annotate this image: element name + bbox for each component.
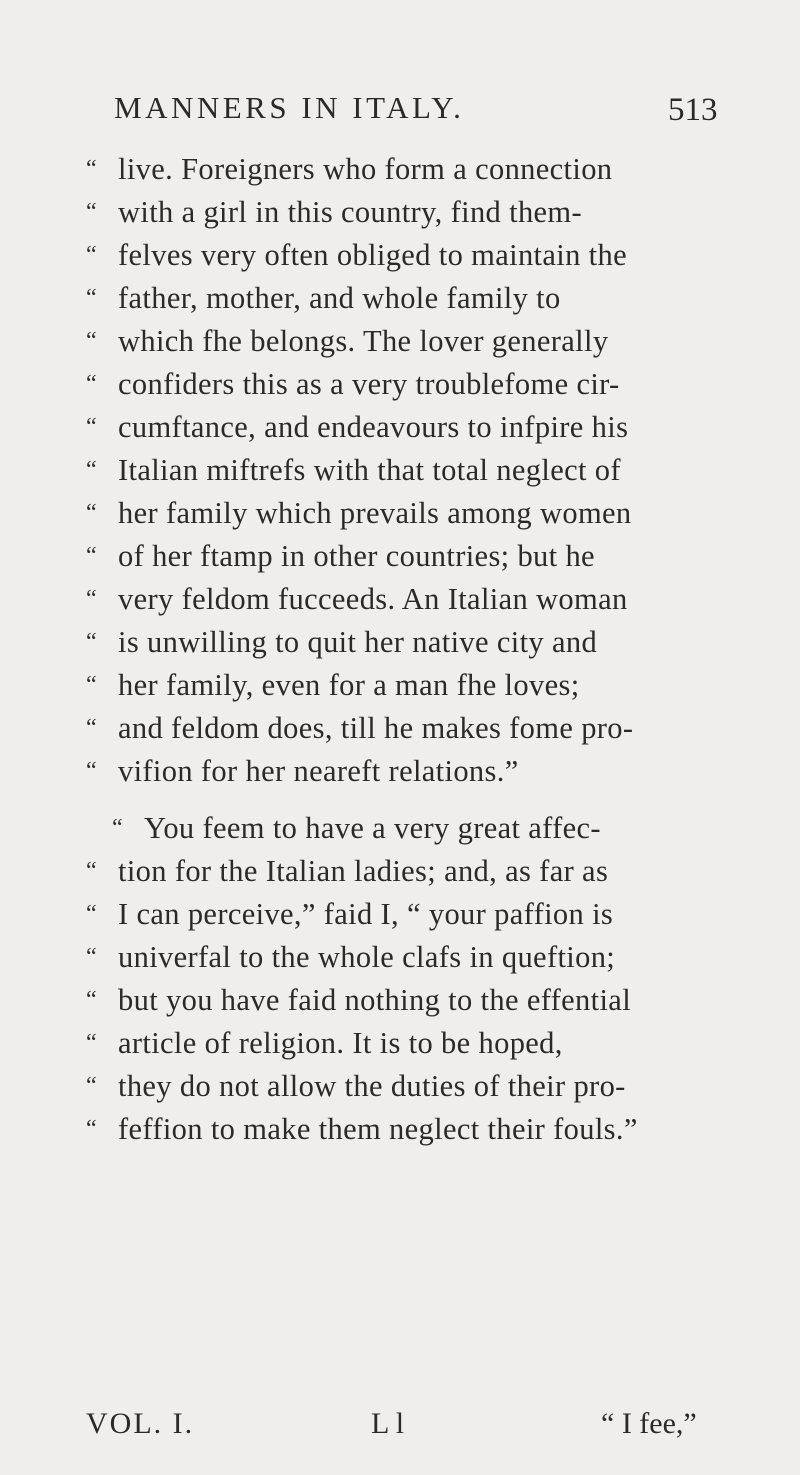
text-line: [86, 979, 726, 1022]
text-line: [86, 707, 726, 750]
quote-mark: “: [86, 901, 97, 927]
paragraph-gap: [86, 793, 726, 807]
paragraph: [86, 807, 726, 1151]
paragraph: [86, 148, 726, 793]
text-line: [86, 406, 726, 449]
quote-mark: “: [86, 328, 97, 354]
quote-mark: “: [86, 672, 97, 698]
signature-mark: L l: [371, 1407, 405, 1440]
quote-mark: “: [86, 586, 97, 612]
catchword: “ I fee,”: [601, 1407, 697, 1440]
line-text: live. Foreigners who form a connection: [118, 152, 613, 186]
quote-mark: “: [86, 715, 97, 741]
quote-mark: “: [86, 242, 97, 268]
quote-mark: “: [86, 1030, 97, 1056]
quote-mark: “: [86, 858, 97, 884]
text-line: [86, 148, 726, 191]
line-text: You feem to have a very great affec-: [144, 811, 601, 845]
line-text: of her ftamp in other countries; but he: [118, 539, 595, 573]
line-text: feffion to make them neglect their fouls.”: [118, 1112, 638, 1146]
quote-mark: “: [86, 543, 97, 569]
text-line: [86, 535, 726, 578]
line-text: with a girl in this country, find them-: [118, 195, 583, 229]
text-line: [86, 621, 726, 664]
text-line: [86, 578, 726, 621]
text-line: [86, 850, 726, 893]
quote-mark: “: [86, 500, 97, 526]
line-text: univerfal to the whole clafs in queftion;: [118, 940, 616, 974]
line-text: and feldom does, till he makes fome pro-: [118, 711, 634, 745]
text-line: [86, 936, 726, 979]
line-text: is unwilling to quit her native city and: [118, 625, 598, 659]
quote-mark: “: [86, 414, 97, 440]
quote-mark: “: [86, 1073, 97, 1099]
quote-mark: “: [86, 758, 97, 784]
page-footer: [86, 1407, 726, 1447]
line-text: very feldom fucceeds. An Italian woman: [118, 582, 628, 616]
line-text: her family, even for a man fhe loves;: [118, 668, 580, 702]
text-line: [86, 449, 726, 492]
quote-mark: “: [86, 457, 97, 483]
line-text: tion for the Italian ladies; and, as far as: [118, 854, 609, 888]
line-text: which fhe belongs. The lover generally: [118, 324, 609, 358]
page-header: [0, 86, 800, 136]
quote-mark: “: [86, 285, 97, 311]
quote-mark: “: [86, 944, 97, 970]
quote-mark: “: [86, 987, 97, 1013]
text-line: [86, 750, 726, 793]
text-line: [86, 664, 726, 707]
quote-mark: “: [86, 371, 97, 397]
quote-mark: “: [86, 1116, 97, 1142]
quote-mark: “: [112, 815, 123, 841]
volume-marker: VOL. I.: [86, 1407, 195, 1440]
quote-mark: “: [86, 199, 97, 225]
text-line: [86, 1022, 726, 1065]
line-text: but you have faid nothing to the effential: [118, 983, 632, 1017]
text-line: [86, 234, 726, 277]
text-line: [86, 1108, 726, 1151]
line-text: vifion for her neareft relations.”: [118, 754, 519, 788]
quote-mark: “: [86, 629, 97, 655]
quote-mark: “: [86, 156, 97, 182]
line-text: Italian miftrefs with that total neglect of: [118, 453, 621, 487]
text-line: [86, 492, 726, 535]
line-text: cumftance, and endeavours to infpire his: [118, 410, 629, 444]
body-text: [86, 148, 726, 1151]
line-text: father, mother, and whole family to: [118, 281, 561, 315]
running-head: MANNERS IN ITALY.: [114, 90, 465, 125]
line-text: felves very often obliged to maintain the: [118, 238, 627, 272]
line-text: her family which prevails among women: [118, 496, 632, 530]
line-text: they do not allow the duties of their pro-: [118, 1069, 626, 1103]
text-line: [86, 277, 726, 320]
page-number: 513: [668, 92, 718, 128]
text-line: [86, 807, 726, 850]
line-text: confiders this as a very troublefome cir-: [118, 367, 620, 401]
text-line: [86, 363, 726, 406]
text-line: [86, 893, 726, 936]
line-text: article of religion. It is to be hoped,: [118, 1026, 563, 1060]
text-line: [86, 191, 726, 234]
line-text: I can perceive,” faid I, “ your paffion is: [118, 897, 614, 931]
text-line: [86, 1065, 726, 1108]
text-line: [86, 320, 726, 363]
